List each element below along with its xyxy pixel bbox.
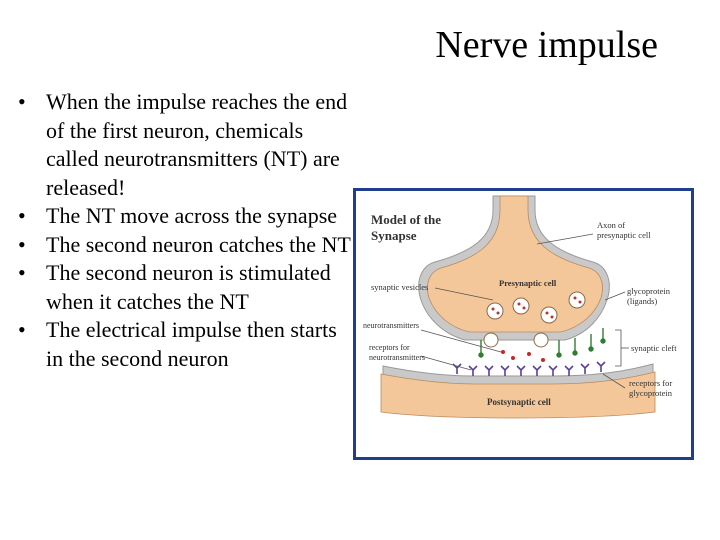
bullet-dot: •: [18, 260, 26, 285]
ligand-head: [557, 353, 561, 357]
ligand-head: [589, 347, 593, 351]
nt-dot: [511, 356, 515, 360]
synapse-diagram: [353, 188, 694, 460]
bullet-text: The electrical impulse then starts in the second neuron: [46, 317, 337, 371]
vesicle: [487, 303, 503, 319]
bullet-text: The second neuron is stimulated when it catches the NT: [46, 260, 331, 314]
nt-dot: [501, 350, 505, 354]
bullet-dot: •: [18, 317, 26, 342]
label-presynaptic-cell: Presynaptic cell: [499, 278, 557, 288]
nt-dot: [492, 308, 495, 311]
label-postsynaptic-cell: Postsynaptic cell: [487, 397, 551, 407]
vesicle: [513, 298, 529, 314]
bullet-text: The NT move across the synapse: [46, 203, 338, 228]
nt-dot: [574, 297, 577, 300]
nt-dot: [579, 301, 582, 304]
nt-dot: [527, 352, 531, 356]
label-axon-line1: Axon of: [597, 220, 626, 230]
bullet-item: [18, 202, 358, 231]
nt-dot: [497, 312, 500, 315]
bullet-list: [18, 88, 358, 373]
label-receptors-gp-line2: glycoprotein: [629, 388, 672, 398]
vesicle: [484, 333, 498, 347]
bullet-text: The second neuron catches the NT: [46, 231, 351, 257]
ligand-head: [573, 351, 577, 355]
label-synaptic-vesicles: synaptic vesicles: [371, 282, 429, 292]
ligand-head: [479, 353, 483, 357]
diagram-title-line1: Model of the: [371, 212, 442, 227]
diagram-title-line2: Synapse: [371, 228, 417, 243]
bullet-item: [18, 316, 358, 373]
label-receptors-nt-line2: neurotransmitters: [369, 353, 425, 362]
bullet-item: [18, 259, 358, 316]
nt-dot: [546, 312, 549, 315]
label-synaptic-cleft: synaptic cleft: [631, 343, 677, 353]
vesicle: [534, 333, 548, 347]
synapse-diagram-svg: [353, 188, 694, 460]
bullet-text: When the impulse reaches the end of the first neuron, chemicals called neurotransmitters (NT) are released!: [46, 89, 348, 200]
label-receptors-nt-line1: receptors for: [369, 343, 410, 352]
bullet-dot: •: [18, 203, 26, 228]
bullet-item: [18, 88, 358, 202]
nt-dot: [541, 358, 545, 362]
bullet-item: [18, 231, 358, 260]
slide-title: Nerve impulse: [435, 24, 658, 66]
label-receptors-gp-line1: receptors for: [629, 378, 673, 388]
bullet-dot: •: [18, 89, 26, 114]
nt-dot: [551, 316, 554, 319]
nt-dot: [523, 307, 526, 310]
label-glycoprotein-line1: glycoprotein: [627, 286, 670, 296]
bullet-dot: •: [18, 231, 26, 257]
nt-dot: [518, 303, 521, 306]
vesicle: [569, 292, 585, 308]
vesicle: [541, 307, 557, 323]
label-axon-line2: presynaptic cell: [597, 230, 651, 240]
label-neurotransmitters: neurotransmitters: [363, 321, 419, 330]
label-glycoprotein-line2: (ligands): [627, 296, 658, 306]
ligand-head: [601, 339, 605, 343]
